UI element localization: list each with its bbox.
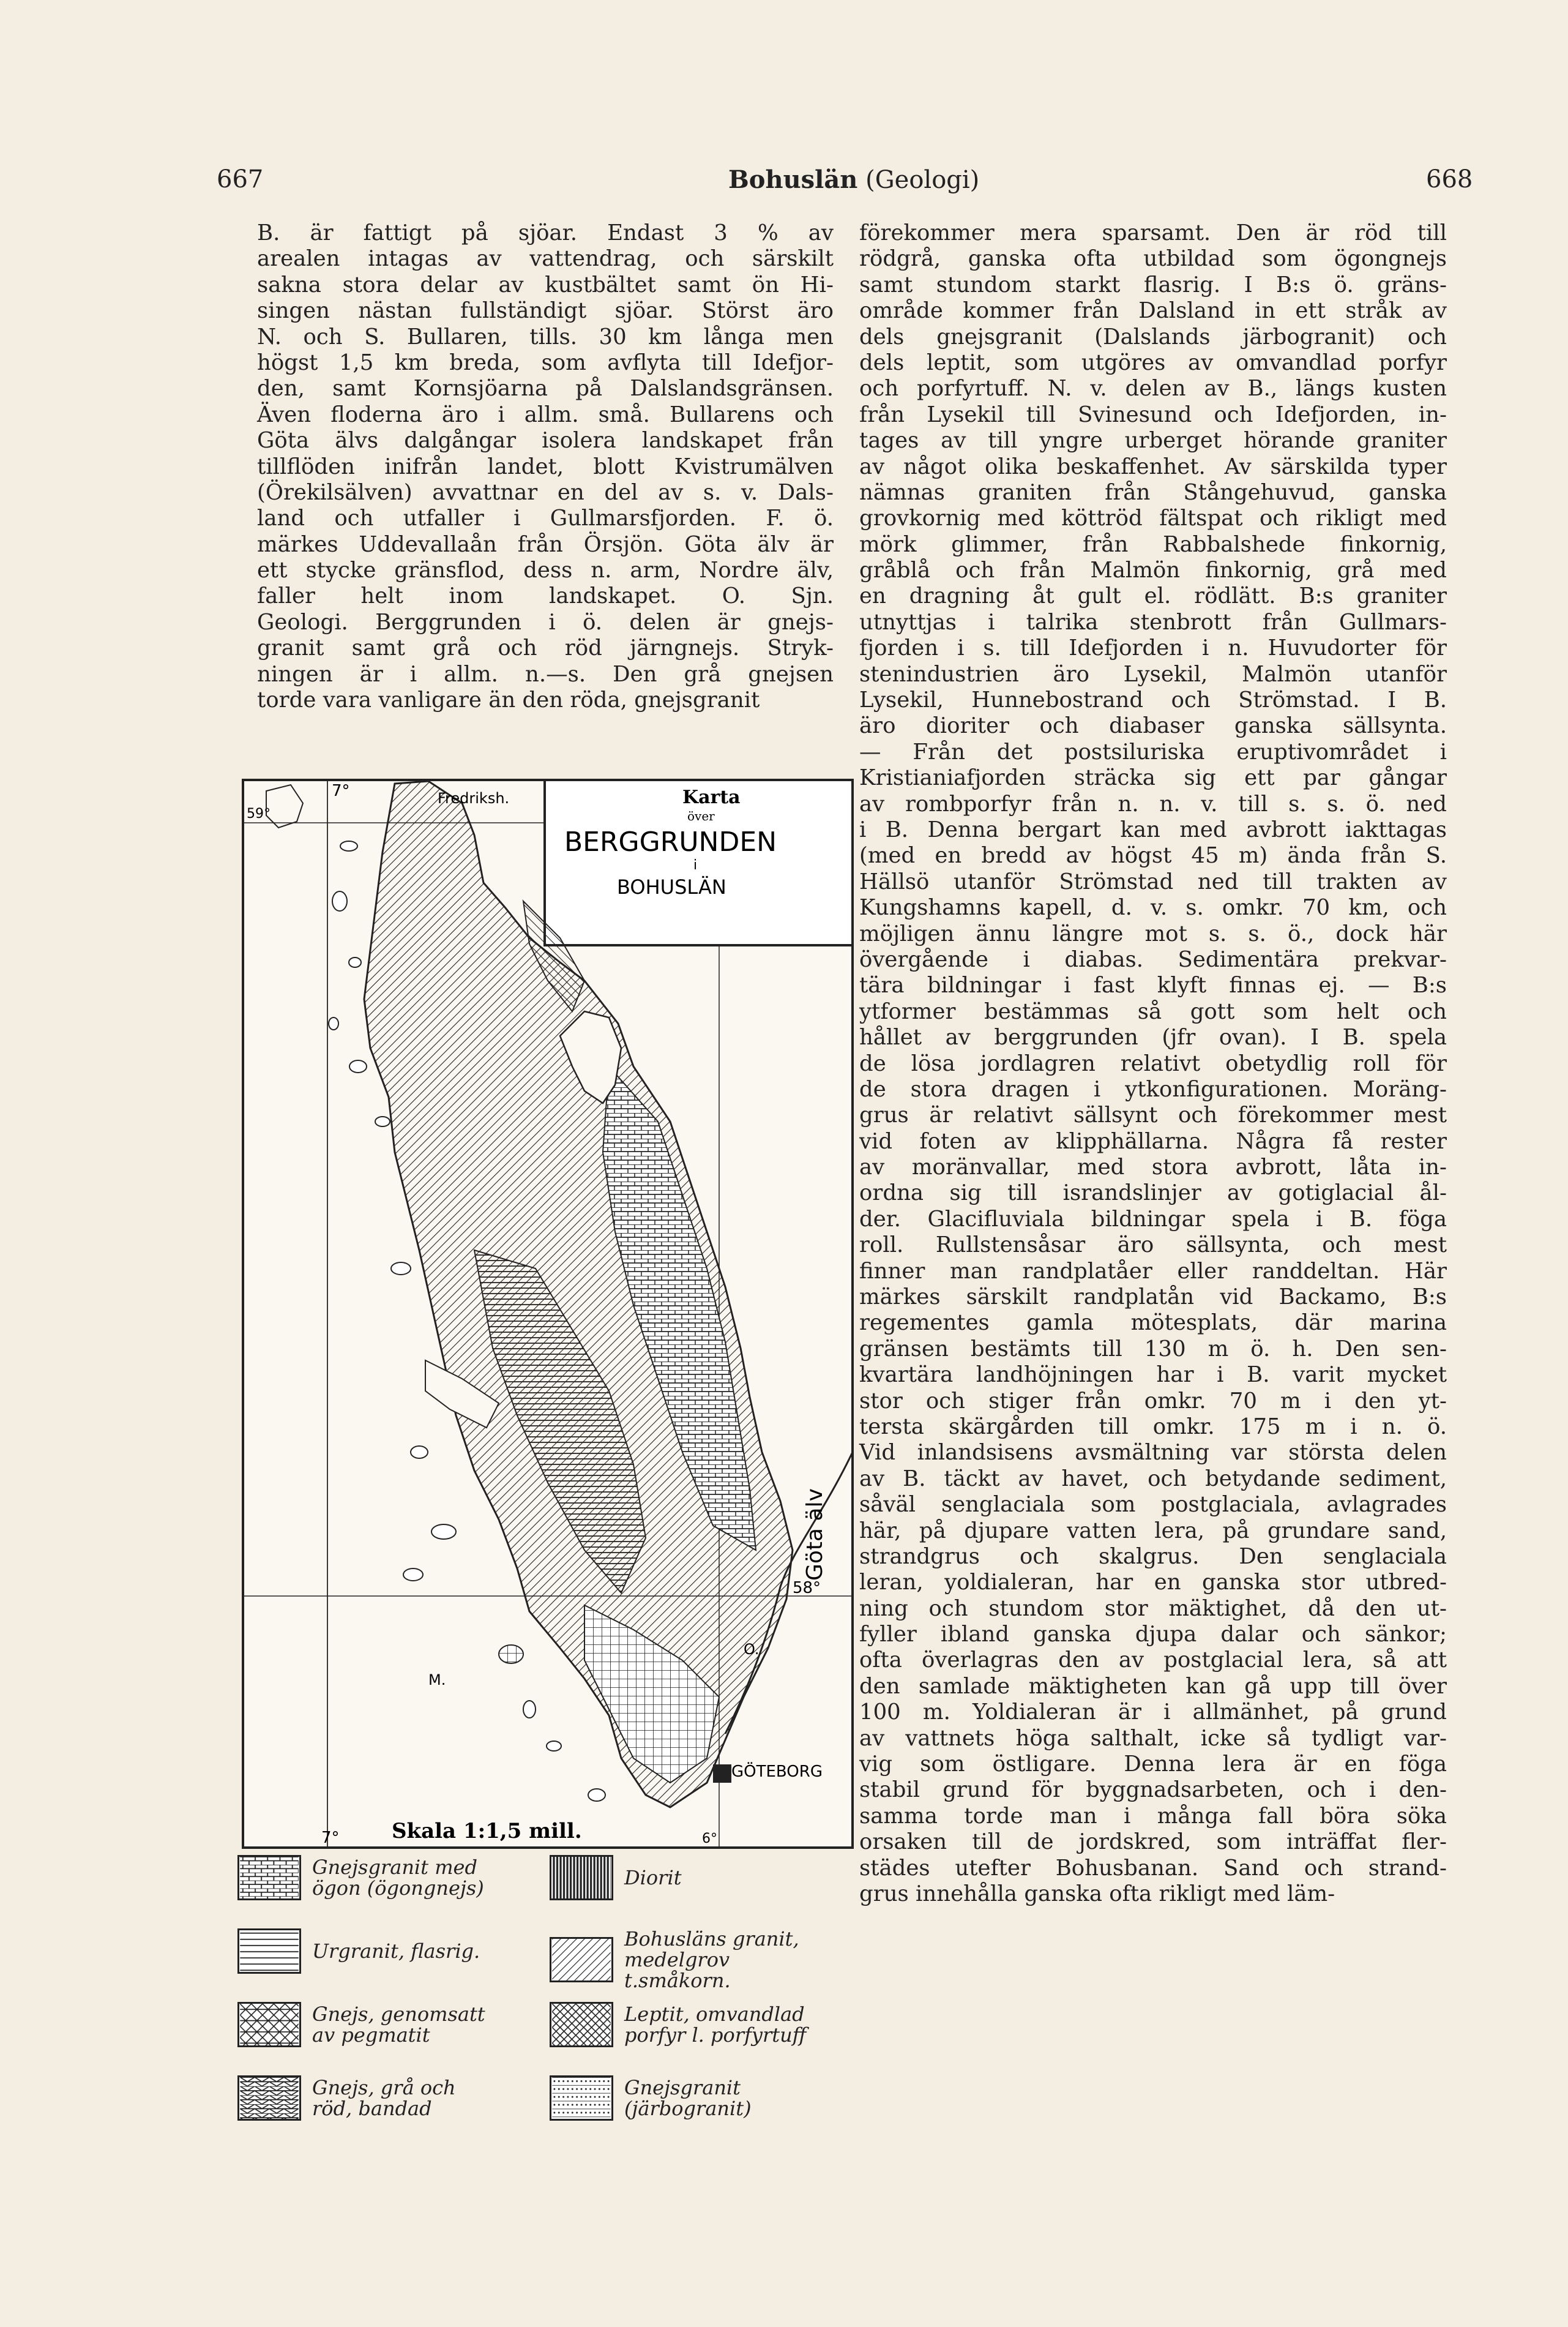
text-line: såväl senglaciala som postglaciala, avlagrades bbox=[859, 1492, 1447, 1518]
text-line: (Örekilsälven) avvattnar en del av s. v. Dals- bbox=[257, 479, 834, 505]
text-line: fyller ibland ganska djupa dalar och sänkor; bbox=[859, 1622, 1447, 1647]
text-line: en dragning åt gult el. rödlätt. B:s graniter bbox=[859, 583, 1447, 609]
legend-label: Gnejs, genomsatt av pegmatit bbox=[312, 2003, 485, 2047]
text-line: Geologi. Berggrunden i ö. delen är gnejs- bbox=[257, 609, 834, 635]
text-line: kvartära landhöjningen har i B. varit mycket bbox=[859, 1362, 1447, 1388]
text-line: övergående i diabas. Sedimentära prekvar- bbox=[859, 946, 1447, 972]
text-line: högst 1,5 km breda, som avflyta till Idefjor- bbox=[257, 350, 834, 375]
text-line: grus innehålla ganska ofta rikligt med läm- bbox=[859, 1881, 1335, 1906]
legend-label: Gnejsgranit (järbogranit) bbox=[624, 2076, 752, 2120]
text-line: de lösa jordlagren relativt obetydlig roll för bbox=[859, 1051, 1447, 1076]
text-line: tillflöden inifrån landet, blott Kvistrumälven bbox=[257, 454, 834, 479]
legend-item-diagonal-left bbox=[550, 2002, 808, 2047]
text-line: Även floderna äro i allm. små. Bullarens och bbox=[257, 402, 834, 427]
map-legend bbox=[237, 1855, 825, 2143]
text-line: av vattnets höga salthalt, icke så tydligt var- bbox=[859, 1725, 1447, 1751]
text-line: Vid inlandsisens avsmältning var största delen bbox=[859, 1440, 1447, 1466]
page-number-right: 668 bbox=[1426, 165, 1473, 193]
text-line: granit samt grå och röd järngnejs. Stryk- bbox=[257, 635, 834, 661]
text-line: — Från det postsiluriska eruptivområdet i bbox=[859, 739, 1447, 765]
map-title-karta: Karta bbox=[682, 787, 741, 808]
legend-swatch-banded bbox=[237, 2075, 301, 2121]
legend-item-solid-lines bbox=[550, 1855, 808, 1900]
text-line: av något olika beskaffenhet. Av särskilda typer bbox=[859, 454, 1447, 479]
text-line: äro dioriter och diabaser ganska sällsynta. bbox=[859, 713, 1447, 739]
text-line: stenindustrien äro Lysekil, Malmön utanför bbox=[859, 661, 1447, 687]
page-header bbox=[0, 165, 1568, 208]
legend-swatch-solid-lines bbox=[550, 1855, 613, 1900]
legend-item-brick bbox=[237, 1855, 496, 1900]
text-line: Hällsö utanför Strömstad ned till trakten av bbox=[859, 869, 1447, 894]
map-title-region: BOHUSLÄN bbox=[617, 875, 726, 899]
text-line: i B. Denna bergart kan med avbrott iakttagas bbox=[859, 817, 1447, 842]
legend-label: Gnejs, grå och röd, bandad bbox=[312, 2076, 456, 2120]
text-line: dels leptit, som utgöres av omvandlad porfyr bbox=[859, 350, 1447, 375]
text-line: utnyttjas i talrika stenbrott från Gullmars- bbox=[859, 609, 1447, 635]
text-line: gråblå och från Malmön finkornig, grå med bbox=[859, 558, 1447, 583]
text-line: märkes särskilt randplatån vid Backamo, B:s bbox=[859, 1284, 1447, 1310]
label-scale: Skala 1:1,5 mill. bbox=[392, 1819, 582, 1843]
legend-swatch-horizontal bbox=[237, 1928, 301, 1974]
text-line: strandgrus och skalgrus. Den senglaciala bbox=[859, 1543, 1447, 1569]
text-line: nämnas graniten från Stångehuvud, ganska bbox=[859, 479, 1447, 505]
text-line: Göta älvs dalgångar isolera landskapet från bbox=[257, 428, 834, 454]
text-line: område kommer från Dalsland in ett stråk av bbox=[859, 298, 1447, 324]
legend-label: Urgranit, flasrig. bbox=[312, 1939, 480, 1963]
lat-label-59: 59° bbox=[247, 806, 271, 822]
label-fredrikshald: Fredriksh. bbox=[438, 790, 510, 807]
text-line: den samlade mäktigheten kan gå upp till över bbox=[859, 1673, 1447, 1699]
text-line: av B. täckt av havet, och betydande sediment, bbox=[859, 1466, 1447, 1491]
text-line: torde vara vanligare än den röda, gnejsgranit bbox=[257, 688, 760, 713]
legend-item-horizontal bbox=[237, 1928, 496, 1974]
legend-item-banded bbox=[237, 2075, 496, 2121]
label-m: M. bbox=[428, 1671, 446, 1688]
text-line: orsaken till de jordskred, som inträffat fler- bbox=[859, 1829, 1447, 1855]
legend-label: Leptit, omvandlad porfyr l. porfyrtuff bbox=[624, 2003, 807, 2047]
text-line: grus är relativt sällsynt och förekommer mest bbox=[859, 1103, 1447, 1128]
running-title bbox=[728, 165, 979, 194]
text-line: här, på djupare vatten lera, på grundare sand, bbox=[859, 1518, 1447, 1543]
text-line: ofta överlagras den av postglacial lera, så att bbox=[859, 1647, 1447, 1673]
text-line: ordna sig till israndslinjer av gotiglacial ål- bbox=[859, 1180, 1447, 1206]
text-line: från Lysekil till Svinesund och Idefjorden, in- bbox=[859, 402, 1447, 427]
right-column-text bbox=[859, 220, 1447, 1907]
legend-swatch-dotted-brick bbox=[550, 2075, 613, 2121]
label-o: O. bbox=[744, 1641, 760, 1658]
legend-swatch-brick bbox=[237, 1855, 301, 1900]
legend-item-pegmatite bbox=[237, 2002, 496, 2047]
legend-label: Gnejsgranit med ögon (ögongnejs) bbox=[312, 1856, 484, 1900]
legend-swatch-diagonal-left bbox=[550, 2002, 613, 2047]
text-line: (med en bredd av högst 45 m) ända från S. bbox=[859, 843, 1447, 869]
lat-label-58: 58° bbox=[793, 1579, 821, 1597]
legend-swatch-pegmatite bbox=[237, 2002, 301, 2047]
legend-item-diagonal-right bbox=[550, 1928, 808, 1991]
map-title-main: BERGGRUNDEN bbox=[564, 826, 777, 858]
text-line: vid foten av klipphällarna. Några få rester bbox=[859, 1128, 1447, 1154]
legend-swatch-diagonal-right bbox=[550, 1937, 613, 1982]
legend-label: Bohusläns granit, medelgrov t.småkorn. bbox=[624, 1927, 799, 1992]
text-line: N. och S. Bullaren, tills. 30 km långa men bbox=[257, 324, 834, 350]
text-line: de stora dragen i ytkonfigurationen. Moräng- bbox=[859, 1076, 1447, 1102]
text-line: gränsen bestämts till 130 m ö. h. Den sen- bbox=[859, 1336, 1447, 1362]
page-number-left: 667 bbox=[217, 165, 264, 193]
text-line: vig som östligare. Denna lera är en föga bbox=[859, 1752, 1447, 1777]
text-line: ningen är i allm. n.—s. Den grå gnejsen bbox=[257, 661, 834, 687]
text-line: der. Glacifluviala bildningar spela i B. föga bbox=[859, 1206, 1447, 1232]
text-line: leran, yoldialeran, har en ganska stor utbred- bbox=[859, 1570, 1447, 1595]
legend-label: Diorit bbox=[624, 1866, 682, 1889]
map-title-i: i bbox=[693, 858, 698, 873]
text-line: 100 m. Yoldialeran är i allmänhet, på grund bbox=[859, 1699, 1447, 1725]
text-line: tersta skärgården till omkr. 175 m i n. ö. bbox=[859, 1414, 1447, 1439]
text-line: dels gnejsgranit (Dalslands järbogranit) och bbox=[859, 324, 1447, 350]
text-line: sakna stora delar av kustbältet samt ön Hi- bbox=[257, 272, 834, 298]
text-line: hållet av berggrunden (jfr ovan). I B. spela bbox=[859, 1025, 1447, 1051]
map-svg bbox=[242, 779, 854, 1849]
text-line: finner man randplatåer eller randdeltan. Här bbox=[859, 1258, 1447, 1284]
text-line: märkes Uddevallaån från Örsjön. Göta älv är bbox=[257, 531, 834, 557]
text-line: mörk glimmer, från Rabbalshede finkornig, bbox=[859, 531, 1447, 557]
label-goteborg: GÖTEBORG bbox=[731, 1763, 823, 1781]
text-line: arealen intagas av vattendrag, och särskilt bbox=[257, 246, 834, 272]
left-column-text bbox=[257, 220, 834, 713]
text-line: Kristianiafjorden sträcka sig ett par gångar bbox=[859, 765, 1447, 791]
text-line: städes utefter Bohusbanan. Sand och strand- bbox=[859, 1855, 1447, 1881]
geological-map bbox=[242, 779, 854, 1849]
text-line: tages av till yngre urberget hörande graniter bbox=[859, 428, 1447, 454]
text-line: Kungshamns kapell, d. v. s. omkr. 70 km, och bbox=[859, 895, 1447, 921]
text-line: land och utfaller i Gullmarsfjorden. F. ö. bbox=[257, 506, 834, 531]
lon-label-7-top: 7° bbox=[332, 782, 350, 800]
text-line: stor och stiger från omkr. 70 m i den yt- bbox=[859, 1388, 1447, 1414]
text-line: förekommer mera sparsamt. Den är röd till bbox=[859, 220, 1447, 245]
text-line: den, samt Kornsjöarna på Dalslandsgränsen. bbox=[257, 376, 834, 402]
text-line: ytformer bestämmas så gott som helt och bbox=[859, 999, 1447, 1024]
text-line: av rombporfyr från n. n. v. till s. s. ö. ned bbox=[859, 791, 1447, 817]
map-title-over: över bbox=[687, 809, 715, 823]
text-line: stabil grund för byggnadsarbeten, och i den- bbox=[859, 1777, 1447, 1803]
text-line: singen nästan fullständigt sjöar. Störst äro bbox=[257, 298, 834, 324]
label-gota-alv: Göta älv bbox=[802, 1488, 827, 1581]
text-line: grovkornig med köttröd fältspat och rikligt med bbox=[859, 506, 1447, 531]
text-line: faller helt inom landskapet. O. Sjn. bbox=[257, 583, 834, 609]
running-title-rest: (Geologi) bbox=[857, 166, 980, 194]
text-line: ett stycke gränsflod, dess n. arm, Nordre älv, bbox=[257, 558, 834, 583]
goteborg-marker bbox=[713, 1764, 731, 1783]
running-title-bold: Bohuslän bbox=[728, 165, 858, 194]
lon-label-7-bottom: 7° bbox=[321, 1829, 340, 1847]
text-line: regementes gamla mötesplats, där marina bbox=[859, 1310, 1447, 1336]
text-line: samt stundom starkt flasrig. I B:s ö. gräns- bbox=[859, 272, 1447, 298]
text-line: B. är fattigt på sjöar. Endast 3 % av bbox=[257, 220, 834, 245]
text-line: av moränvallar, med stora avbrott, låta in- bbox=[859, 1155, 1447, 1180]
text-line: fjorden i s. till Idefjorden i n. Huvudorter för bbox=[859, 635, 1447, 661]
lon-label-6: 6° bbox=[702, 1831, 717, 1846]
text-line: Lysekil, Hunnebostrand och Strömstad. I B. bbox=[859, 688, 1447, 713]
text-line: och porfyrtuff. N. v. delen av B., längs kusten bbox=[859, 376, 1447, 402]
text-line: roll. Rullstensåsar äro sällsynta, och mest bbox=[859, 1232, 1447, 1258]
text-line: möjligen ännu längre mot s. s. ö., dock här bbox=[859, 921, 1447, 946]
text-line: ning och stundom stor mäktighet, då den ut- bbox=[859, 1595, 1447, 1621]
text-line: rödgrå, ganska ofta utbildad som ögongnejs bbox=[859, 246, 1447, 272]
legend-item-dotted-brick bbox=[550, 2075, 808, 2121]
text-line: samma torde man i många fall böra söka bbox=[859, 1803, 1447, 1829]
text-line: tära bildningar i fast klyft finnas ej. — B:s bbox=[859, 973, 1447, 999]
